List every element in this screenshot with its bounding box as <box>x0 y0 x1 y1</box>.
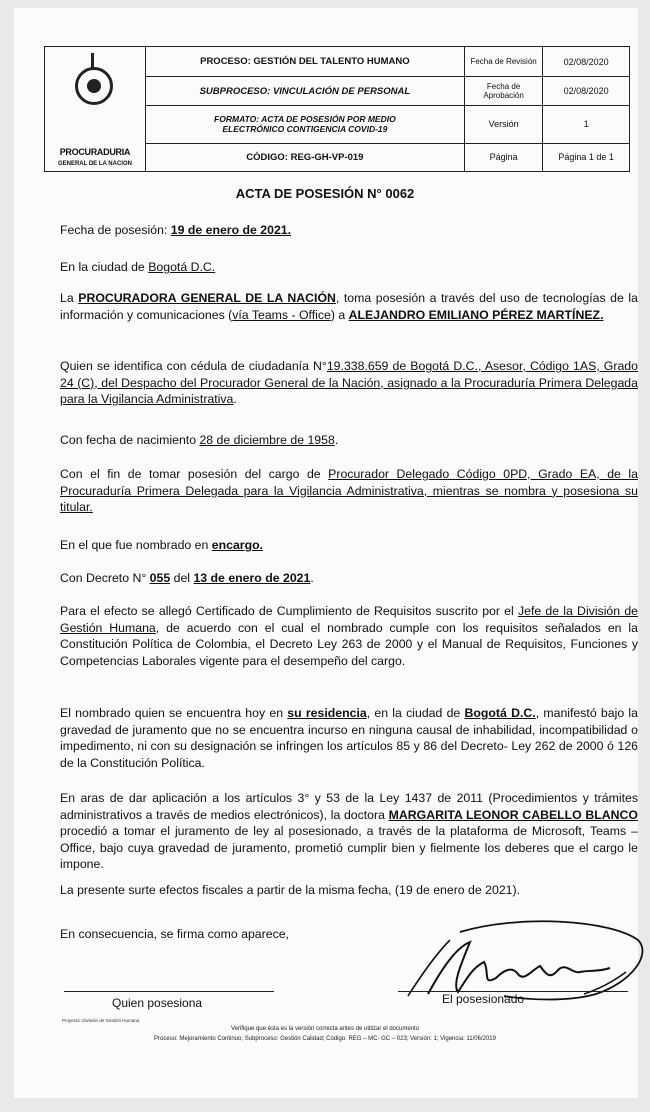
text: Fecha de posesión: <box>60 223 171 237</box>
paragraph-cargo <box>60 466 638 516</box>
text: ) a <box>330 307 349 322</box>
paragraph-nacimiento <box>60 432 638 449</box>
text: . <box>310 571 314 585</box>
left-note: Proyectó: División de Gestión Humana <box>62 1018 140 1023</box>
fecha-revision-label: Fecha de Revisión <box>464 47 542 77</box>
nombre-doctora: MARGARITA LEONOR CABELLO BLANCO <box>388 807 638 822</box>
text: , de acuerdo con el cual el nombrado cumple con los requisitos señalados en la Constitución Política de Colombia, el Decreto Ley 263 de 2000 y el Manual de Requisitos, Funciones y Competencias Laborales vigente para el desempeño del cargo. <box>60 620 638 668</box>
signature-label-left: Quien posesiona <box>112 996 203 1010</box>
subproceso: SUBPROCESO: VINCULACIÓN DE PERSONAL <box>145 77 464 105</box>
entidad: PROCURADORA GENERAL DE LA NACIÓN <box>78 291 336 305</box>
pagina-label: Página <box>464 143 542 171</box>
paragraph-juramento <box>60 705 638 771</box>
paragraph-ciudad <box>60 259 638 276</box>
fecha-revision: 02/08/2020 <box>543 47 630 77</box>
text: Con fecha de nacimiento <box>60 433 200 447</box>
formato: FORMATO: ACTA DE POSESIÓN POR MEDIO ELECTRÓNICO CONTIGENCIA COVID-19 <box>145 105 464 143</box>
fecha-posesion: 19 de enero de 2021. <box>170 223 292 237</box>
codigo: CÓDIGO: REG-GH-VP-019 <box>145 143 464 171</box>
fecha-aprobacion: 02/08/2020 <box>543 77 630 105</box>
text: . <box>233 392 237 406</box>
cargo: Procurador Delegado Código 0PD, Grado EA, de la Procuraduría Primera Delegada para la Vigilancia Administrativa, mientras se nombra y posesiona su titular. <box>60 467 638 514</box>
text: En aras de dar aplicación a los artículos 3° y 53 de la Ley 1437 de 2011 (Procedimientos y trámites administrativos a través de medios electrónicos), la doctora <box>60 791 638 822</box>
document-title: ACTA DE POSESIÓN N° 0062 <box>235 186 415 201</box>
fecha-nacimiento: 28 de diciembre de 1958 <box>199 433 335 447</box>
ciudad: Bogotá D.C. <box>148 260 216 274</box>
numero-decreto: 055 <box>149 571 171 585</box>
medio: vía Teams - Office <box>232 307 331 322</box>
lugar: su residencia <box>287 706 367 720</box>
paragraph-requisitos <box>60 603 638 669</box>
logo-subtitle: GENERAL DE LA NACION <box>57 161 132 167</box>
text: procedió a tomar el juramento de ley al posesionado, a través de la plataforma de Microsoft, Teams – Office, bajo cuya gravedad de juramento, prometió cumplir bien y fielmente los deberes que el cargo le impone. <box>60 824 638 871</box>
footer-line-1: Verifique que ésta es la versión correcta antes de utilizar el documento <box>230 1026 420 1032</box>
paragraph-decreto <box>60 570 638 587</box>
paragraph-efectos-fiscales: La presente surte efectos fiscales a partir de la misma fecha, (19 de enero de 2021). <box>60 883 521 897</box>
fecha-aprobacion-label: Fecha de Aprobación <box>464 77 542 105</box>
text: . <box>334 433 339 447</box>
paragraph-identificacion <box>60 358 638 408</box>
paragraph-fecha-posesion <box>60 222 638 239</box>
logo-name: PROCURADURIA <box>59 147 131 157</box>
text: La <box>60 291 79 305</box>
text: Con Decreto N° <box>60 571 150 585</box>
header-table <box>44 46 630 172</box>
footer-line-2: Proceso: Mejoramiento Continuo; Subproceso: Gestión Calidad; Código: REG – MC- GC – 023; Versión: 1; Vigencia: 11/06/2019 <box>154 1036 496 1042</box>
proceso: PROCESO: GESTIÓN DEL TALENTO HUMANO <box>145 47 464 77</box>
signature-line-left <box>64 991 274 992</box>
paragraph-posesion <box>60 290 638 323</box>
signature-image <box>400 912 650 1012</box>
text: del <box>170 571 194 585</box>
text: , manifestó bajo la gravedad de juramento que no se encuentra incurso en ninguna causal de inhabilidad, incompatibilidad o impedimento, ni con su designación se infringen los artículos 85 y 86 del Decreto- Ley 262 de 2000 ó 126 de la Constitución Política. <box>60 706 638 770</box>
version: 1 <box>543 105 630 143</box>
text: Para el efecto se allegó Certificado de Cumplimiento de Requisitos suscrito por el <box>60 604 518 618</box>
signature-label-right: El posesionado <box>442 992 525 1006</box>
seal-icon <box>75 67 113 105</box>
detalle-identificacion: 19.338.659 de Bogotá D.C., Asesor, Código 1AS, Grado 24 (C), del Despacho del Procurador General de la Nación, asignado a la Procuraduría Primera Delegada para la Vigilancia Administrativa <box>60 359 638 406</box>
text: El nombrado quien se encuentra hoy en <box>60 706 288 720</box>
text: , toma posesión a través del uso de tecnologías de la información y comunicaciones ( <box>60 291 638 322</box>
paragraph-nombramiento <box>60 537 638 554</box>
logo-cell <box>45 47 146 172</box>
text: Quien se identifica con cédula de ciudadanía N° <box>60 359 327 373</box>
fecha-decreto: 13 de enero de 2021 <box>193 571 311 585</box>
tipo-nombramiento: encargo. <box>211 538 264 552</box>
text: Con el fin de tomar posesión del cargo de <box>60 467 329 481</box>
ciudad: Bogotá D.C. <box>464 706 536 720</box>
jefe-gestion-humana: Jefe de la División de Gestión Humana <box>60 604 638 635</box>
nombre-posesionado: ALEJANDRO EMILIANO PÉREZ MARTÍNEZ. <box>348 307 604 322</box>
text: , en la ciudad de <box>366 706 465 720</box>
version-label: Versión <box>464 105 542 143</box>
paragraph-consecuencia: En consecuencia, se firma como aparece, <box>60 927 289 941</box>
paragraph-ley <box>60 790 638 873</box>
text: En la ciudad de <box>60 260 149 274</box>
text: En el que fue nombrado en <box>60 538 212 552</box>
pagina: Página 1 de 1 <box>543 143 630 171</box>
